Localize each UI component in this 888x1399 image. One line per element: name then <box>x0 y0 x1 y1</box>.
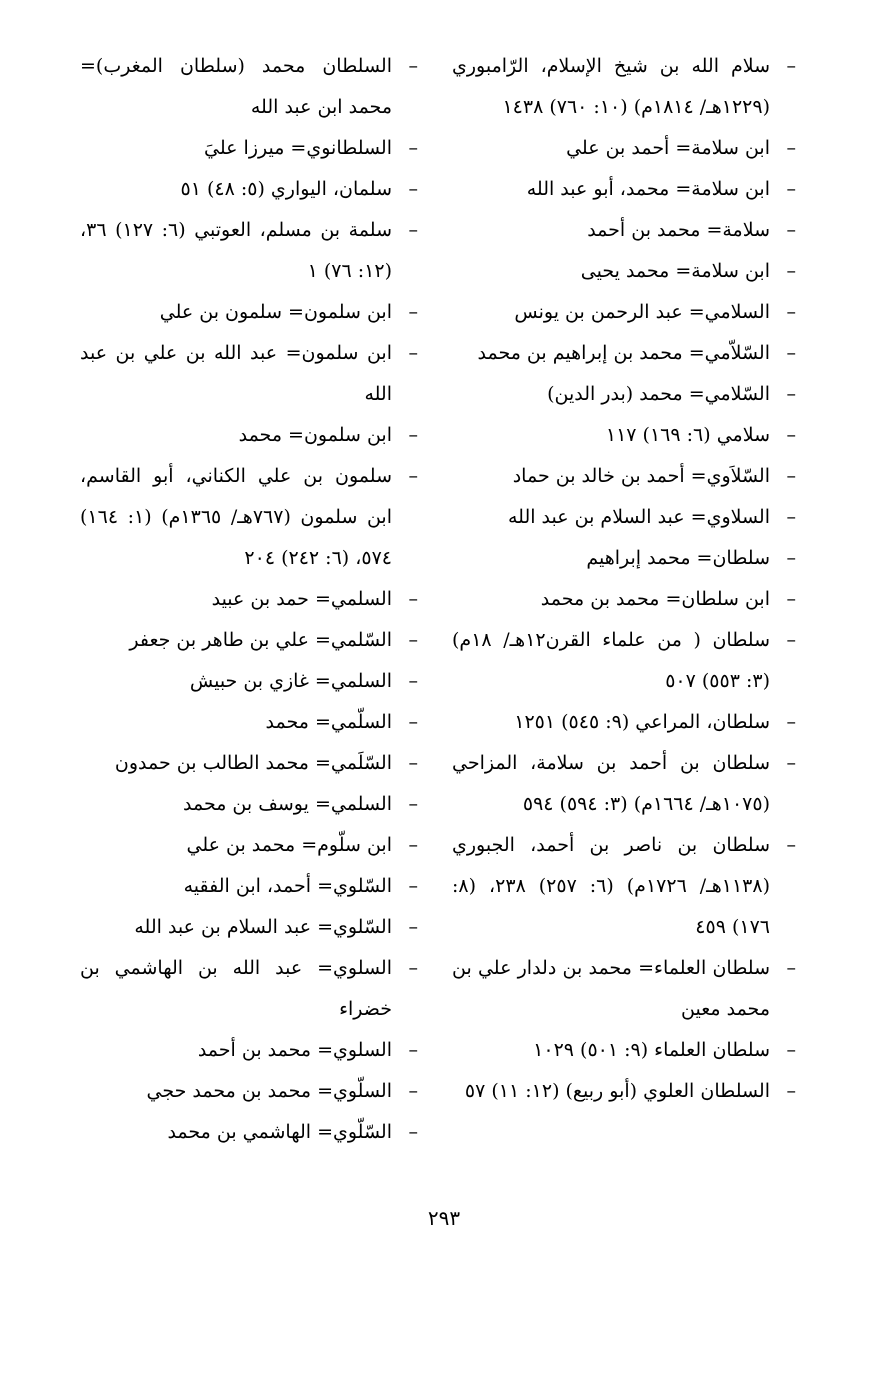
entry-dash: – <box>408 629 418 651</box>
entry-dash: – <box>408 219 418 241</box>
entry-text: السلطان محمد (سلطان المغرب)= محمد ابن عبد الله <box>80 55 392 118</box>
index-entry <box>452 374 796 415</box>
entry-text: السلّوي= محمد بن محمد حجي <box>146 1080 392 1102</box>
index-entry <box>452 251 796 292</box>
entry-text: السلمي= غازي بن حبيش <box>189 670 392 692</box>
entry-text: ابن سلامة= محمد يحيى <box>580 260 770 282</box>
entry-dash: – <box>786 424 796 446</box>
index-entry <box>452 46 796 128</box>
entry-text: سلمة بن مسلم، العوتبي (٦: ١٢٧) ٣٦، (١٢: ٧٦) ١ <box>80 219 392 282</box>
index-entry <box>80 292 418 333</box>
entry-dash: – <box>786 342 796 364</box>
entry-dash: – <box>786 55 796 77</box>
index-entry <box>452 743 796 825</box>
entry-dash: – <box>786 383 796 405</box>
entry-dash: – <box>408 1039 418 1061</box>
entry-text: السلوي= عبد الله بن الهاشمي بن خضراء <box>80 957 392 1020</box>
index-entry <box>452 620 796 702</box>
index-entry <box>452 1030 796 1071</box>
index-entry <box>80 1071 418 1112</box>
entry-dash: – <box>786 629 796 651</box>
entry-dash: – <box>786 711 796 733</box>
entry-text: السّلاَوي= أحمد بن خالد بن حماد <box>512 465 770 487</box>
entry-dash: – <box>786 506 796 528</box>
entry-dash: – <box>408 465 418 487</box>
entry-dash: – <box>408 424 418 446</box>
entry-text: السّلامي= محمد (بدر الدين) <box>547 383 770 405</box>
page-number: ٢٩٣ <box>427 1206 461 1230</box>
index-entry <box>452 128 796 169</box>
entry-text: سلمون بن علي الكناني، أبو القاسم، ابن سلمون (٧٦٧هـ/ ١٣٦٥م) (١: ١٦٤) ٥٧٤، (٦: ٢٤٢) ٢٠٤ <box>80 465 392 569</box>
entry-dash: – <box>408 301 418 323</box>
entry-dash: – <box>408 1121 418 1143</box>
entry-text: سلمان، اليواري (٥: ٤٨) ٥١ <box>180 178 392 200</box>
entry-text: سلطان العلماء (٩: ٥٠١) ١٠٢٩ <box>533 1039 770 1061</box>
entry-dash: – <box>408 957 418 979</box>
entry-dash: – <box>786 178 796 200</box>
entry-dash: – <box>786 465 796 487</box>
entry-text: السلطانوي= ميرزا عليَ <box>204 137 392 159</box>
left-column <box>80 46 418 1153</box>
entry-dash: – <box>786 137 796 159</box>
entry-text: السلمي= حمد بن عبيد <box>211 588 392 610</box>
entry-text: سلطان بن ناصر بن أحمد، الجبوري (١١٣٨هـ/ ١٧٢٦م) (٦: ٢٥٧) ٢٣٨، (٨: ١٧٦) ٤٥٩ <box>452 834 770 938</box>
index-entry <box>80 948 418 1030</box>
entry-dash: – <box>408 793 418 815</box>
index-entry <box>80 415 418 456</box>
index-entry <box>452 456 796 497</box>
entry-text: سلطان ( من علماء القرن١٢هـ/ ١٨م) (٣: ٥٥٣) ٥٠٧ <box>452 629 770 692</box>
entry-text: ابن سلّوم= محمد بن علي <box>186 834 392 856</box>
index-entry <box>80 743 418 784</box>
entry-text: سلطان بن أحمد بن سلامة، المزاحي (١٠٧٥هـ/ ١٦٦٤م) (٣: ٥٩٤) ٥٩٤ <box>452 752 770 815</box>
index-entry <box>452 579 796 620</box>
index-entry <box>80 907 418 948</box>
index-entry <box>80 702 418 743</box>
entry-text: السلوي= محمد بن أحمد <box>197 1039 392 1061</box>
index-entry <box>452 702 796 743</box>
index-entry <box>80 784 418 825</box>
index-entry <box>452 292 796 333</box>
index-entry <box>80 333 418 415</box>
index-entry <box>80 866 418 907</box>
entry-text: ابن سلامة= محمد، أبو عبد الله <box>526 178 770 200</box>
index-entry <box>80 825 418 866</box>
entry-dash: – <box>408 137 418 159</box>
index-entry <box>80 46 418 128</box>
entry-dash: – <box>786 1080 796 1102</box>
entry-dash: – <box>408 178 418 200</box>
entry-dash: – <box>408 1080 418 1102</box>
entry-dash: – <box>408 834 418 856</box>
entry-dash: – <box>786 219 796 241</box>
entry-dash: – <box>786 588 796 610</box>
entry-text: سلامي (٦: ١٦٩) ١١٧ <box>605 424 770 446</box>
entry-text: السّلّوي= الهاشمي بن محمد <box>167 1121 392 1143</box>
index-entry <box>80 579 418 620</box>
index-entry <box>80 661 418 702</box>
index-entry <box>452 538 796 579</box>
index-entry <box>452 825 796 948</box>
index-entry <box>452 169 796 210</box>
index-entry <box>452 415 796 456</box>
index-entry <box>80 1030 418 1071</box>
entry-text: ابن سلمون= سلمون بن علي <box>159 301 392 323</box>
entry-dash: – <box>408 670 418 692</box>
entry-text: السّلمي= علي بن طاهر بن جعفر <box>129 629 392 651</box>
entry-text: السلطان العلوي (أبو ربيع) (١٢: ١١) ٥٧ <box>464 1080 770 1102</box>
index-entry <box>452 948 796 1030</box>
entry-text: ابن سلمون= عبد الله بن علي بن عبد الله <box>80 342 392 405</box>
entry-dash: – <box>786 834 796 856</box>
entry-text: سلطان العلماء= محمد بن دلدار علي بن محمد معين <box>452 957 770 1020</box>
entry-text: السّلَمي= محمد الطالب بن حمدون <box>114 752 392 774</box>
entry-text: السلّمي= محمد <box>265 711 392 733</box>
entry-dash: – <box>786 957 796 979</box>
entry-text: سلطان= محمد إبراهيم <box>586 547 770 569</box>
entry-text: سلامة= محمد بن أحمد <box>587 219 770 241</box>
entry-text: سلطان، المراعي (٩: ٥٤٥) ١٢٥١ <box>514 711 770 733</box>
entry-dash: – <box>786 301 796 323</box>
entry-dash: – <box>408 55 418 77</box>
entry-text: السلاوي= عبد السلام بن عبد الله <box>507 506 770 528</box>
index-entry <box>452 210 796 251</box>
index-entry <box>452 497 796 538</box>
index-entry <box>80 210 418 292</box>
entry-dash: – <box>408 916 418 938</box>
entry-text: السلمي= يوسف بن محمد <box>182 793 392 815</box>
entry-dash: – <box>408 588 418 610</box>
index-entry <box>452 333 796 374</box>
entry-dash: – <box>408 711 418 733</box>
right-column <box>452 46 796 1112</box>
index-entry <box>80 128 418 169</box>
entry-text: ابن سلمون= محمد <box>238 424 392 446</box>
entry-text: السّلوي= أحمد، ابن الفقيه <box>183 875 392 897</box>
entry-dash: – <box>408 342 418 364</box>
index-entry <box>80 456 418 579</box>
index-entry <box>80 169 418 210</box>
entry-text: سلام الله بن شيخ الإسلام، الرّامبوري (١٢٢٩هـ/ ١٨١٤م) (١٠: ٧٦٠) ١٤٣٨ <box>452 55 770 118</box>
entry-dash: – <box>786 1039 796 1061</box>
entry-text: ابن سلامة= أحمد بن علي <box>566 137 770 159</box>
entry-text: السلامي= عبد الرحمن بن يونس <box>514 301 770 323</box>
entry-dash: – <box>408 875 418 897</box>
entry-text: ابن سلطان= محمد بن محمد <box>540 588 770 610</box>
entry-text: السّلوي= عبد السلام بن عبد الله <box>134 916 392 938</box>
entry-dash: – <box>786 547 796 569</box>
entry-dash: – <box>786 260 796 282</box>
entry-text: السّلاّمي= محمد بن إبراهيم بن محمد <box>477 342 770 364</box>
index-entry <box>80 620 418 661</box>
index-entry <box>452 1071 796 1112</box>
entry-dash: – <box>408 752 418 774</box>
entry-dash: – <box>786 752 796 774</box>
index-entry <box>80 1112 418 1153</box>
